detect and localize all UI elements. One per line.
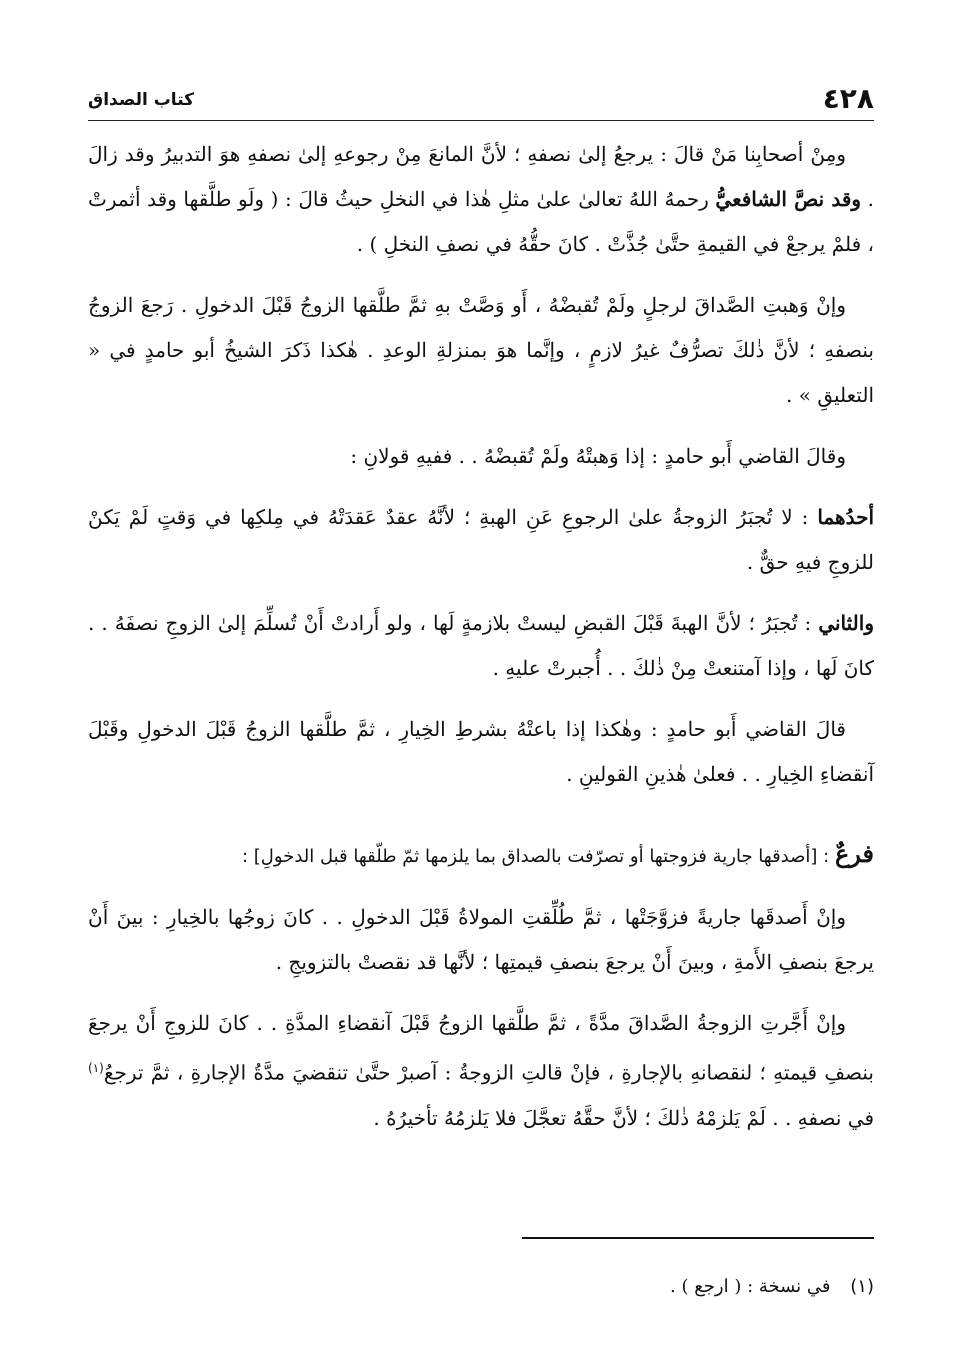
paragraph-8 bbox=[88, 1001, 874, 1141]
paragraph-1-part-2: رحمهُ اللهُ تعالىٰ علىٰ مثلِ هٰذا في النخلِ حيثُ قالَ : ( ولَو طلَّقها وقد أثمرتْ ، فلمْ يرجعْ في القيمةِ حتَّىٰ جُذَّتْ . كانَ حقُّهُ في نصفِ النخلِ ) . bbox=[88, 187, 874, 256]
paragraph-5 bbox=[88, 601, 874, 691]
footnote-text: في نسخة : ( ارجع ) . bbox=[670, 1276, 831, 1297]
paragraph-5-lead: والثاني bbox=[818, 611, 874, 635]
paragraph-3: وقالَ القاضي أَبو حامدٍ : إذا وَهبتْهُ ولَمْ تُقبضْهُ . . ففيهِ قولانِ : bbox=[350, 444, 846, 468]
paragraph-4-lead: أحدُهما bbox=[817, 505, 874, 529]
page-body bbox=[88, 132, 874, 1157]
paragraph-8-part-1: وإنْ أَجَّرتِ الزوجةُ الصَّداقَ مدَّةً ، ثمَّ طلَّقها الزوجُ قَبْلَ آنقضاءِ المدَّةِ . . كانَ للزوجِ أَنْ يرجعَ بنصفِ قيمتهِ ؛ لنقصانهِ بالإجارةِ ، فإنْ قالتِ الزوجةُ : آصبرْ حتَّىٰ تنقضيَ مدَّةُ الإجارةِ ، ثمَّ ترجعُ bbox=[88, 1011, 874, 1085]
far-label: فرعٌ bbox=[834, 839, 874, 868]
paragraph-7: وإنْ أَصدقَها جاريةً فزوَّجَتْها ، ثمَّ طُلِّقتِ المولاةُ قَبْلَ الدخولِ . . كانَ زوجُها بالخِيارِ : بينَ أَنْ يرجعَ بنصفِ الأَمةِ ، وبينَ أَنْ يرجعَ بنصفِ قيمتِها ؛ لأنَّها قد نقصتْ بالتزويجِ . bbox=[88, 905, 874, 974]
paragraph-5-text: : تُجبَرُ ؛ لأنَّ الهبةَ قَبْلَ القبضِ ليستْ بلازمةٍ لَها ، ولو أَرادتْ أَنْ تُسلِّمَ إلىٰ الزوجِ نصفَهُ . . كانَ لَها ، وإذا آمتنعتْ مِنْ ذٰلكَ . . أُجبرتْ عليهِ . bbox=[88, 611, 874, 680]
paragraph-1 bbox=[88, 132, 874, 267]
page-header bbox=[88, 80, 874, 121]
paragraph-8-part-2: في نصفهِ . . لَمْ يَلزمْهُ ذٰلكَ ؛ لأنَّ حقَّهُ تعجَّلَ فلا يَلزمُهُ تأخيرُهُ . bbox=[373, 1105, 874, 1130]
far-title: : [أصدقها جارية فزوجتها أو تصرّفت بالصداق بما يلزمها ثمّ طلّقها قبل الدخولِ] : bbox=[242, 846, 835, 867]
paragraph-2: وإنْ وَهبتِ الصَّداقَ لرجلٍ ولَمْ تُقبضْهُ ، أَو وَصَّتْ بهِ ثمَّ طلَّقها الزوجُ قَبْلَ الدخولِ . رَجعَ الزوجُ بنصفهِ ؛ لأنَّ ذٰلكَ تصرُّفٌ غيرُ لازمٍ ، وإنَّما هوَ بمنزلةِ الوعدِ . هٰكذا ذَكرَ الشيخُ أبو حامدٍ في « التعليقِ » . bbox=[88, 293, 874, 407]
footnote bbox=[88, 1272, 874, 1302]
page-number: ٤٢٨ bbox=[822, 82, 874, 115]
paragraph-4 bbox=[88, 495, 874, 585]
far-heading bbox=[88, 831, 874, 879]
footnote-number: (١) bbox=[850, 1276, 874, 1297]
paragraph-4-text: : لا تُجبَرُ الزوجةُ علىٰ الرجوعِ عَنِ الهبةِ ؛ لأنَّهُ عقدٌ عَقدَتْهُ في مِلكِها في وَقتٍ لَمْ يَكنْ للزوجِ فيهِ حقٌّ . bbox=[88, 505, 874, 574]
paragraph-1-part-1: ومِنْ أصحابِنا مَنْ قالَ : يرجعُ إلىٰ نصفهِ ؛ لأنَّ المانعَ مِنْ رجوعهِ إلىٰ نصفهِ هوَ التدبيرُ وقد زالَ . bbox=[88, 142, 874, 211]
running-title: كتاب الصداق bbox=[88, 90, 195, 110]
footnote-reference: (١) bbox=[88, 1061, 104, 1075]
paragraph-6: قالَ القاضي أَبو حامدٍ : وهٰكذا إذا باعتْهُ بشرطِ الخِيارِ ، ثمَّ طلَّقها الزوجُ قَبْلَ الدخولِ وقَبْلَ آنقضاءِ الخِيارِ . . فعلىٰ هٰذينِ القولينِ . bbox=[88, 717, 874, 786]
footnote-divider bbox=[522, 1237, 874, 1239]
paragraph-1-bold: وقد نصَّ الشافعيُّ bbox=[715, 187, 862, 211]
